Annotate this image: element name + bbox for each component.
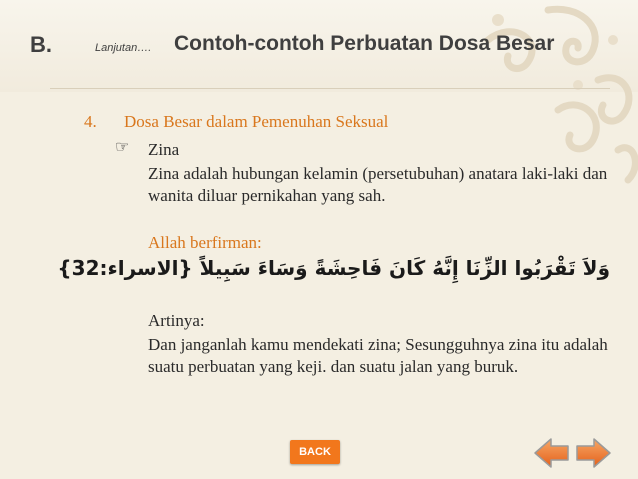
section-letter: B. — [30, 32, 52, 57]
right-arrow-icon[interactable] — [574, 434, 612, 472]
header-divider — [50, 88, 610, 89]
left-arrow-icon[interactable] — [533, 434, 571, 472]
slide-title: Contoh-contoh Perbuatan Dosa Besar — [174, 32, 555, 55]
definition-text: Zina adalah hubungan kelamin (persetubuhan) anatara laki-laki dan wanita diluar pernikahan yang sah. — [148, 164, 608, 205]
pointing-hand-icon: ☞ — [115, 139, 130, 156]
bullet-label: Zina — [148, 140, 180, 159]
item-number: 4. — [84, 112, 97, 131]
artinya-label: Artinya: — [148, 311, 205, 330]
back-button[interactable]: BACK — [290, 440, 340, 464]
continuation-prefix: Lanjutan…. — [95, 42, 152, 54]
quote-intro: Allah berfirman: — [148, 233, 262, 252]
arabic-verse: وَلاَ تَقْرَبُوا الزِّنَا إِنَّهُ كَانَ فَاحِشَةً وَسَاءَ سَبِيلاً {الاسراء:32} — [57, 256, 610, 280]
subheading: Dosa Besar dalam Pemenuhan Seksual — [124, 112, 389, 131]
translation-text: Dan janganlah kamu mendekati zina; Sesungguhnya zina itu adalah suatu perbuatan yang keji. dan suatu jalan yang buruk. — [148, 335, 608, 376]
